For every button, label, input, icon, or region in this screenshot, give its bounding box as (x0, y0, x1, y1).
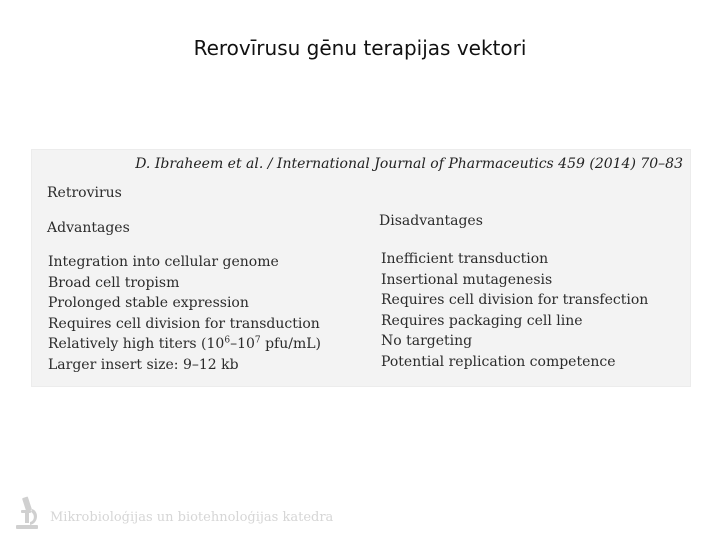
microscope-icon (12, 495, 42, 533)
list-item-titer (48, 334, 321, 355)
virus-heading: Retrovirus (47, 185, 122, 201)
list-item: Inefficient transduction (381, 251, 549, 267)
article-excerpt-image (31, 149, 691, 387)
titer-suffix: pfu/mL) (260, 336, 321, 352)
footer-text: Mikrobioloģijas un biotehnoloģijas katedra (50, 509, 334, 525)
titer-prefix: Relatively high titers (10 (48, 336, 225, 352)
list-item: Larger insert size: 9–12 kb (48, 356, 239, 373)
list-item: Prolonged stable expression (48, 295, 249, 311)
advantages-list (48, 252, 321, 375)
disadvantages-list (381, 249, 648, 372)
list-item: Potential replication competence (381, 353, 616, 370)
citation: D. Ibraheem et al. / International Journal of Pharmaceutics 459 (2014) 70–83 (135, 156, 683, 172)
list-item: Requires cell division for transfection (381, 292, 649, 308)
footer (12, 494, 333, 534)
slide-title: Rerovīrusu gēnu terapijas vektori (193, 36, 527, 60)
titer-exponent-2: 7 (254, 335, 261, 346)
list-item: Integration into cellular genome (48, 254, 279, 270)
list-item: No targeting (381, 333, 473, 349)
titer-middle: –10 (230, 336, 255, 352)
list-item: Insertional mutagenesis (381, 271, 553, 288)
titer-exponent-1: 6 (224, 335, 231, 346)
disadvantages-heading: Disadvantages (379, 213, 483, 229)
list-item: Requires cell division for transduction (48, 315, 320, 332)
list-item: Requires packaging cell line (381, 312, 583, 329)
advantages-heading: Advantages (47, 220, 130, 236)
list-item: Broad cell tropism (48, 274, 180, 291)
